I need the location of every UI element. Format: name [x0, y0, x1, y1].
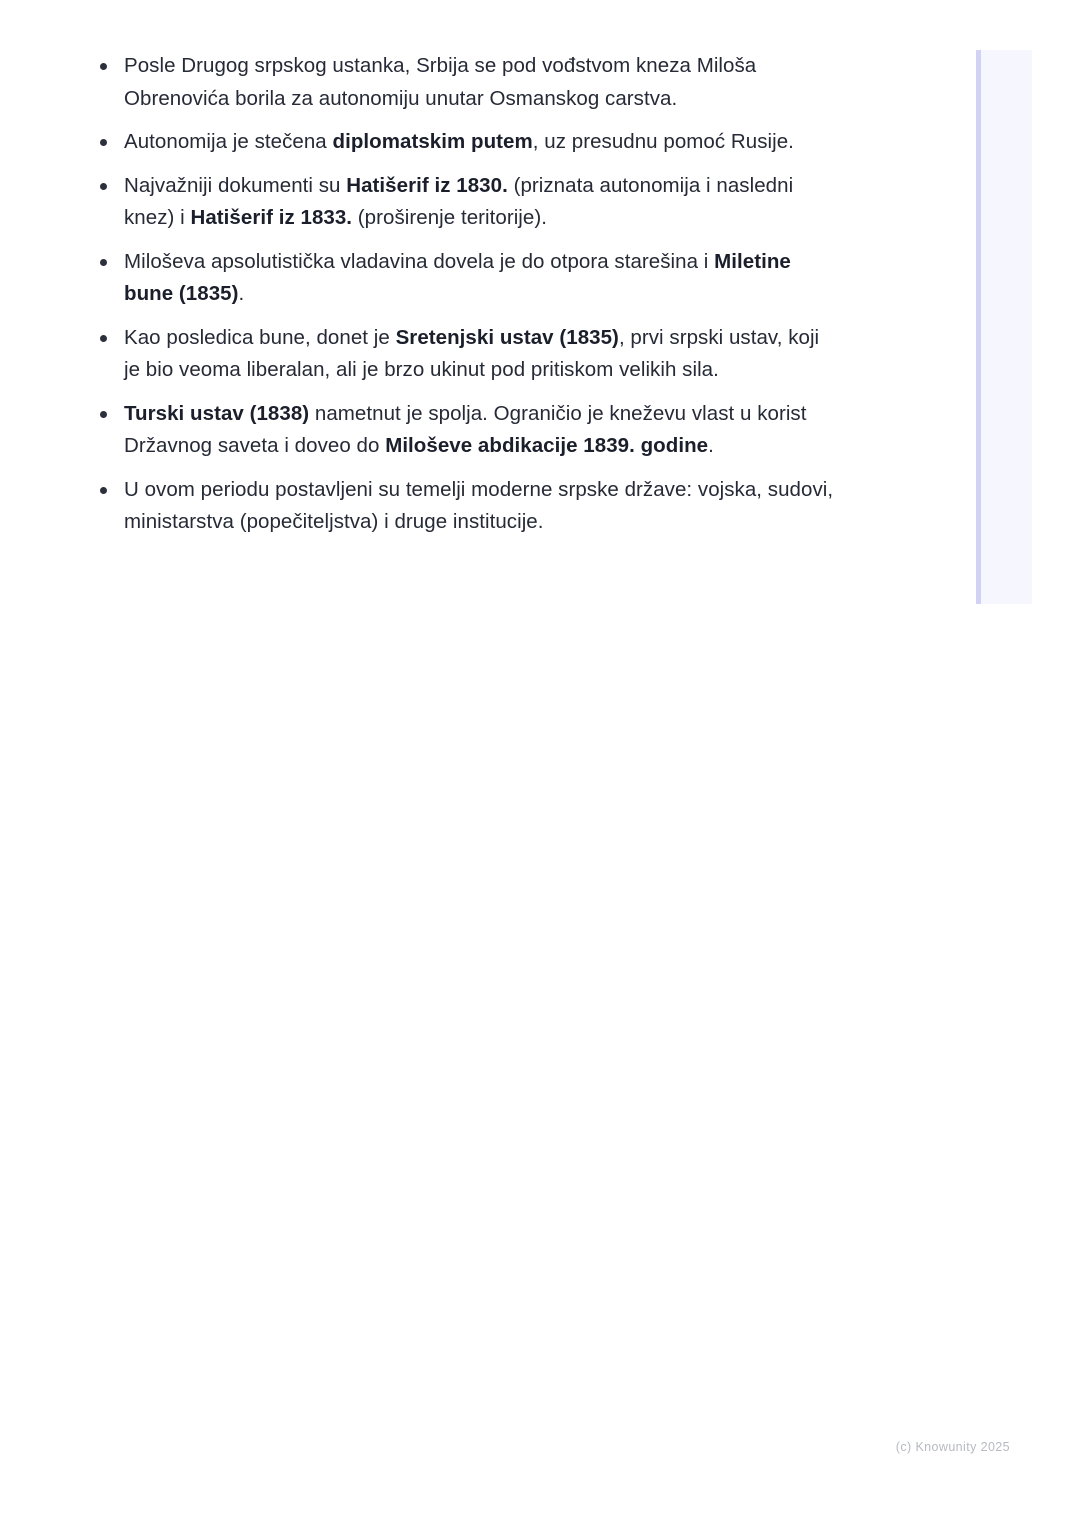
- text-segment: (proširenje teritorije).: [352, 206, 547, 229]
- text-segment: nametnut je spolja. Ograničio je kneževu vlast u korist Državnog saveta i doveo do: [124, 401, 807, 457]
- bold-term: Miletine bune (1835): [124, 249, 791, 305]
- bold-term: Turski ustav (1838): [124, 401, 310, 425]
- bold-term: diplomatskim putem: [332, 130, 533, 153]
- list-item: [97, 322, 837, 387]
- text-segment: Najvažniji dokumenti su: [124, 173, 347, 197]
- bullet-list: [97, 50, 837, 539]
- text-segment: , prvi srpski ustav, koji je bio veoma liberalan, ali je brzo ukinut pod pritiskom velikih sila.: [124, 325, 820, 381]
- copyright-footer: (c) Knowunity 2025: [895, 1440, 1010, 1454]
- list-item: [97, 126, 837, 159]
- text-segment: .: [708, 434, 714, 457]
- text-segment: .: [238, 282, 245, 305]
- bullet-dot-icon: [100, 335, 107, 342]
- side-panel: [976, 50, 1032, 604]
- list-item: [97, 50, 837, 115]
- bold-term: Hatišerif iz 1830.: [346, 173, 508, 197]
- text-segment: , uz presudnu pomoć Rusije.: [532, 130, 794, 153]
- bullet-dot-icon: [100, 139, 107, 146]
- document-body: [97, 50, 837, 550]
- text-segment: Kao posledica bune, donet je: [124, 325, 396, 349]
- bullet-dot-icon: [100, 63, 107, 70]
- bold-term: Hatišerif iz 1833.: [190, 206, 353, 229]
- bold-term: Miloševe abdikacije 1839. godine: [385, 434, 709, 457]
- bullet-dot-icon: [100, 411, 107, 418]
- bold-term: Sretenjski ustav (1835): [395, 325, 619, 349]
- list-item: [97, 398, 837, 463]
- bullet-dot-icon: [100, 487, 107, 494]
- text-segment: U ovom periodu postavljeni su temelji moderne srpske države: vojska, sudovi, ministarstva (popečiteljstva) i druge institucije.: [124, 477, 834, 533]
- text-segment: Autonomija je stečena: [124, 130, 333, 153]
- list-item: [97, 246, 837, 311]
- text-segment: Posle Drugog srpskog ustanka, Srbija se pod vođstvom kneza Miloša Obrenovića borila za autonomiju unutar Osmanskog carstva.: [124, 54, 757, 110]
- list-item: [97, 170, 837, 235]
- bullet-dot-icon: [100, 259, 107, 266]
- bullet-dot-icon: [100, 183, 107, 190]
- text-segment: (priznata autonomija i nasledni knez) i: [124, 173, 794, 229]
- list-item: [97, 474, 837, 539]
- text-segment: Miloševa apsolutistička vladavina dovela je do otpora starešina i: [124, 249, 715, 273]
